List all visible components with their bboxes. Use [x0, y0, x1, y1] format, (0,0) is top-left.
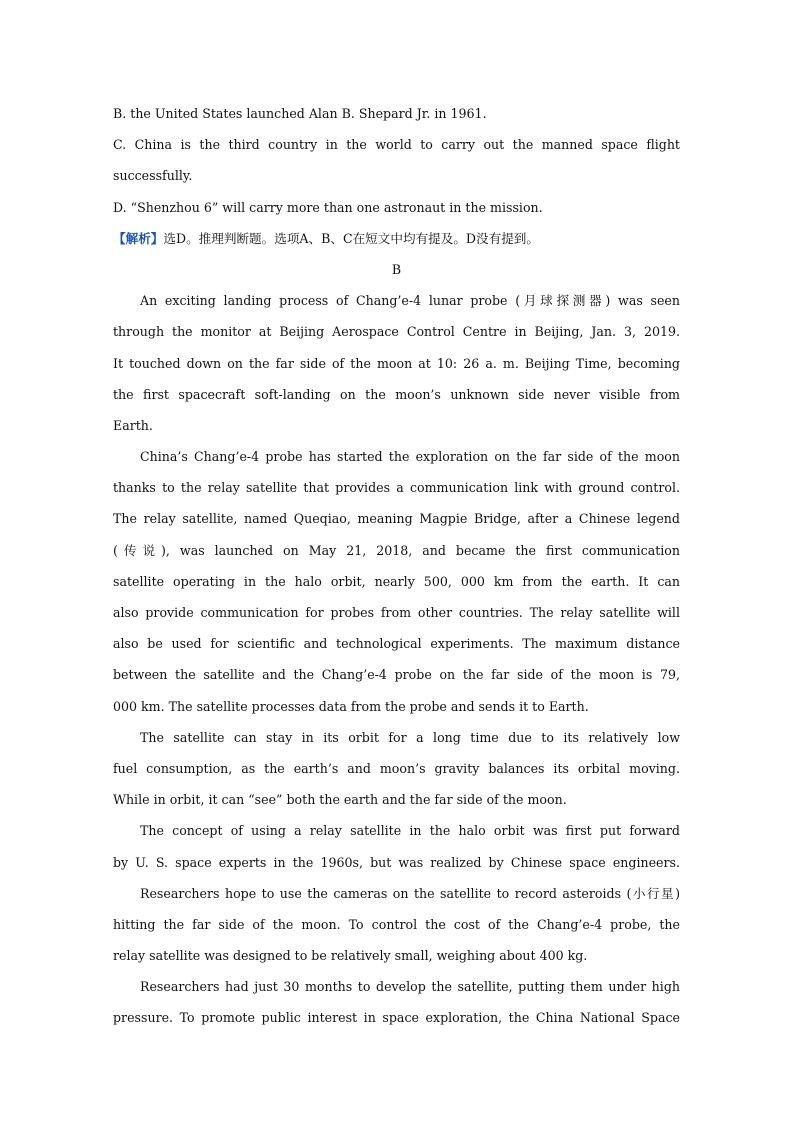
passage-line: While in orbit, it can “see” both the earth and the far side of the moon. [113, 792, 567, 808]
option-b: B. the United States launched Alan B. Shepard Jr. in 1961. [113, 106, 487, 121]
passage-line: pressure. To promote public interest in space exploration, the China National Space [113, 1010, 680, 1026]
passage-line: 000 km. The satellite processes data from the probe and sends it to Earth. [113, 698, 589, 714]
analysis-line [113, 223, 680, 254]
passage-line: thanks to the relay satellite that provides a communication link with ground control. [113, 480, 680, 496]
passage-line: (传说), was launched on May 21, 2018, and became the first communication [113, 542, 680, 558]
passage-line: hitting the far side of the moon. To control the cost of the Chang’e-4 probe, the [113, 916, 680, 932]
passage-line: between the satellite and the Chang’e-4 probe on the far side of the moon is 79, [113, 667, 680, 683]
passage-line: It touched down on the far side of the moon at 10: 26 a. m. Beijing Time, becoming [113, 355, 680, 371]
passage-line: Earth. [113, 417, 153, 433]
passage-line: Researchers hope to use the cameras on the satellite to record asteroids (小行星) [140, 885, 680, 901]
passage-line: China’s Chang’e-4 probe has started the exploration on the far side of the moon [140, 449, 680, 465]
passage-line: An exciting landing process of Chang’e-4 lunar probe (月球探测器) was seen [140, 293, 680, 309]
passage-line: The satellite can stay in its orbit for a long time due to its relatively low [140, 729, 680, 745]
analysis-text: 选D。推理判断题。选项A、B、C在短文中均有提及。D没有提到。 [163, 230, 539, 246]
passage-line: by U. S. space experts in the 1960s, but was realized by Chinese space engineers. [113, 854, 680, 870]
analysis-tag: 【解析】 [113, 230, 164, 246]
option-d: D. “Shenzhou 6” will carry more than one astronaut in the mission. [113, 199, 543, 215]
passage-line: Researchers had just 30 months to develop the satellite, putting them under high [140, 979, 680, 995]
passage-line: fuel consumption, as the earth’s and moon’s gravity balances its orbital moving. [113, 760, 680, 776]
passage-line: relay satellite was designed to be relatively small, weighing about 400 kg. [113, 948, 588, 964]
passage-line: through the monitor at Beijing Aerospace Control Centre in Beijing, Jan. 3, 2019. [113, 324, 680, 340]
passage-line: also provide communication for probes from other countries. The relay satellite will [113, 605, 680, 620]
document-page [113, 98, 680, 1034]
passage-line: satellite operating in the halo orbit, nearly 500, 000 km from the earth. It can [113, 573, 680, 589]
passage-line: The relay satellite, named Queqiao, meaning Magpie Bridge, after a Chinese legend [113, 511, 680, 527]
passage-line: The concept of using a relay satellite in the halo orbit was first put forward [140, 823, 680, 839]
option-c-line-1: C. China is the third country in the world to carry out the manned space flight [113, 137, 680, 153]
passage-line: also be used for scientific and technological experiments. The maximum distance [113, 636, 680, 652]
option-c-line-2: successfully. [113, 168, 193, 184]
passage-line: the first spacecraft soft-landing on the moon’s unknown side never visible from [113, 386, 680, 402]
section-label: B [391, 261, 402, 277]
